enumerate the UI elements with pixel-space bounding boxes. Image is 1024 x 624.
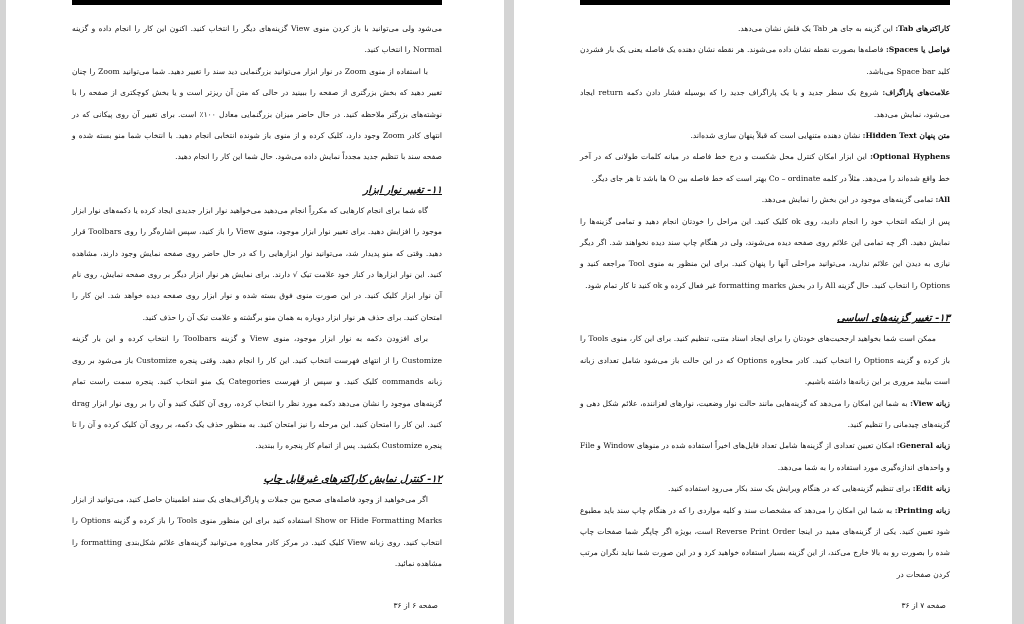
- paragraph: گاه شما برای انجام کارهایی که مکرراً انجام می‌دهید می‌خواهید نوار ابزار جدیدی ایجاد کرده یا دکمه‌های نوار ابزار موجود را افزایش دهید. برای تغییر نوار ابزار موجود، منوی View را باز کنید، سپس اشاره‌گر را روی Toolbars قرار دهید. وقتی که منو پدیدار شد، می‌توانید نوار ابزارهایی را که در حال حاضر روی صفحه نمایش وجود دارند، مشاهده کنید. این نوار ابزارها در کنار خود علامت تیک √ دارند. برای نمایش هر نوار ابزار دیگر بر روی صفحه نمایش، روی نام آن نوار ابزار کلیک کنید. در این صورت منوی فوق بسته شده و نوار ابزار روی صفحه دیده خواهد شد. این کار را امتحان کنید. برای حذف هر نوار ابزار دوباره به همان منو برگشته و علامت تیک آن را حذف کنید.: [72, 205, 442, 322]
- definition-item: [580, 478, 950, 499]
- definition-term: زبانه Printing:: [894, 505, 950, 515]
- paragraph: می‌شود ولی می‌توانید با باز کردن منوی View گزینه‌های دیگر را انتخاب کنید. اکنون این کار را انجام داده و گزینه Normal را انتخاب کنید.: [72, 24, 443, 55]
- definition-text: امکان تعیین تعدادی از گزینه‌ها شامل تعداد فایل‌های اخیراً استفاده شده در منوهای Window و File و واحدهای اندازه‌گیری مورد استفاده را به شما می‌دهد.: [580, 441, 950, 472]
- page-top-rule: [580, 0, 950, 5]
- section-heading-12: ۱۲- کنترل نمایش کاراکترهای غیرقابل چاپ: [263, 473, 442, 485]
- paragraph: برای افزودن دکمه به نوار ابزار موجود، منوی View و گزینه Toolbars را انتخاب کرده و این بار گزینه Customize را از انتهای فهرست انتخاب کنید. این کار را انجام دهید. وقتی پنجره Customize باز می‌شود بر روی زبانه commands کلیک کنید. و سپس از فهرست Categories یک منو انتخاب کنید. پنجره سمت راست تمام گزینه‌های موجود را نشان می‌دهد دکمه مورد نظر را انتخاب کرده، روی آن کلیک کنید و آن را بر روی نوار ابزار drag کنید. این کار را امتحان کنید. این مرحله را نیز امتحان کنید. به منظور حذف یک دکمه، بر روی آن کلیک کرده و آن را تا پنجره Customize بکشید. پس از اتمام کار پنجره را ببندید.: [72, 334, 443, 451]
- definition-text: تمامی گزینه‌های موجود در این بخش را نمایش می‌دهد.: [761, 195, 936, 205]
- section-heading-13: ۱۳- تغییر گزینه‌های اساسی: [836, 313, 950, 325]
- definition-item: [580, 18, 950, 39]
- definition-text: این ابزار امکان کنترل محل شکست و درج خط فاصله در میانه کلمات طولانی که در آخر خط واقع شده‌اند را می‌دهد. مثلاً در کلمه Co – ordinate بهتر است که خط فاصله بین O ها باشد تا هر جای دیگر.: [580, 152, 950, 183]
- definition-item: [580, 125, 950, 146]
- definition-term: All:: [935, 195, 950, 205]
- document-page-right: [514, 0, 1012, 624]
- definition-item: [580, 82, 950, 125]
- paragraph: پس از اینکه انتخاب خود را انجام دادید، روی ok کلیک کنید. این مراحل را خودتان انجام دهید و تمامی گزینه‌ها را نمایش دهید. اگر چه تمامی این علائم روی صفحه دیده می‌شوند، ولی در هنگام چاپ سند دیده نخواهند شد. اگر دیگر نیازی به دیدن این علائم ندارید، می‌توانید مراحلی آنها را پنهان کنید. برای این منظور به منوی Tool مراجعه کنید و Options را انتخاب کنید. حال گزینه All را در بخش formatting marks غیر فعال کرده و ok کنید تا کار تمام شود.: [580, 216, 951, 290]
- definition-item: [580, 146, 950, 189]
- definition-text: فاصله‌ها بصورت نقطه نشان داده می‌شوند. هر نقطه نشان دهنده یک فاصله یعنی یک بار فشردن کلید Space bar می‌باشد.: [580, 45, 950, 76]
- page-number: صفحه ۶ از ۳۶: [393, 601, 438, 610]
- definition-text: به شما این امکان را می‌دهد که مشخصات سند و کلیه مواردی را که در هنگام چاپ سند باید مطبوع شود تعیین کنید. یکی از گزینه‌های مفید در اینجا Reverse Print Order است، بویژه اگر چاپگر شما صفحات چاپ شده را بصورت رو به بالا خارج می‌کند، از این گزینه بسیار استفاده خواهید کرد و در این صورت شما نباید نگران مرتب کردن صفحات در: [580, 505, 950, 579]
- definition-text: به شما این امکان را می‌دهد که گزینه‌هایی مانند حالت نوار وضعیت، نوارهای لغزاننده، علائم شکل دهی و گزینه‌های چیدمانی را تنظیم کنید.: [580, 398, 950, 429]
- paragraph: با استفاده از منوی Zoom در نوار ابزار می‌توانید بزرگنمایی دید سند را تغییر دهید. شما می‌توانید Zoom را چنان تغییر دهید که بخش بزرگتری از صفحه را ببینید در حالی که متن آن ریزتر است و یا بخش کوچکتری از صفحه را با نوشته‌های بزرگتر ملاحظه کنید. در حال حاضر میزان بزرگنمایی معادل ۱۰۰٪ است. برای تغییر آن روی پیکانی که در انتهای کادر Zoom وجود دارد، کلیک کرده و از منوی باز شونده انتخابی انجام دهید. با انتخاب شما منو بسته شده و صفحه سند با تنظیم جدید مجدداً نمایش داده می‌شود. حال شما این کار را انجام دهید.: [72, 66, 443, 162]
- definition-text: این گزینه به جای هر Tab یک فلش نشان می‌دهد.: [737, 24, 896, 33]
- paragraph: اگر می‌خواهید از وجود فاصله‌های صحیح بین جملات و پاراگراف‌های یک سند اطمینان حاصل کنید، می‌توانید از ابزار Show or Hide Formatting Marks استفاده کنید برای این منظور منوی Tools را باز کرده و گزینه Options را انتخاب کنید. روی زبانه View کلیک کنید. در مرکز کادر محاوره می‌توانید گزینه‌های علائم شکل‌بندی formatting را مشاهده نمائید.: [72, 494, 442, 568]
- page-number: صفحه ۷ از ۳۶: [901, 601, 946, 610]
- definition-term: کاراکترهای Tab:: [895, 24, 950, 33]
- definition-term: زبانه View:: [910, 398, 950, 408]
- page-top-rule: [72, 0, 442, 5]
- paragraph: ممکن است شما بخواهید ارجحیت‌های خودتان را برای ایجاد اسناد متنی، تنظیم کنید. برای این کار، منوی Tools را باز کرده و گزینه Options را انتخاب کنید. کادر محاوره Options که در این حالت باز می‌شود شامل تعدادی زبانه است بیایید مروری بر این زبانه‌ها داشته باشیم.: [580, 334, 950, 387]
- definition-term: زبانه Edit:: [912, 484, 950, 494]
- section-heading-11: ۱۱- تغییر نوار ابزار: [363, 184, 442, 196]
- definition-term: علامت‌های پاراگراف:: [882, 88, 950, 98]
- definition-item: [580, 393, 950, 436]
- definition-text: برای تنظیم گزینه‌هایی که در هنگام ویرایش یک سند بکار می‌رود استفاده کنید.: [668, 484, 913, 494]
- definition-term: فواصل یا Spaces:: [885, 45, 951, 55]
- definition-term: متن پنهان Hidden Text:: [862, 131, 950, 141]
- definition-term: Optional Hyphens:: [870, 152, 950, 162]
- page-content: [72, 18, 442, 594]
- definition-item: [580, 435, 950, 478]
- definition-item: [580, 189, 950, 210]
- definition-item: [580, 500, 950, 586]
- definition-text: شروع یک سطر جدید و یا یک پاراگراف جدید را که بوسیله فشار دادن دکمه return ایجاد می‌شود، نمایش می‌دهد.: [580, 88, 950, 119]
- definition-text: نشان دهنده متنهایی است که قبلاً پنهان سازی شده‌اند.: [690, 131, 863, 141]
- definition-item: [580, 39, 950, 82]
- document-page-left: [6, 0, 504, 624]
- page-content: [580, 18, 950, 594]
- definition-term: زبانه General:: [896, 441, 950, 451]
